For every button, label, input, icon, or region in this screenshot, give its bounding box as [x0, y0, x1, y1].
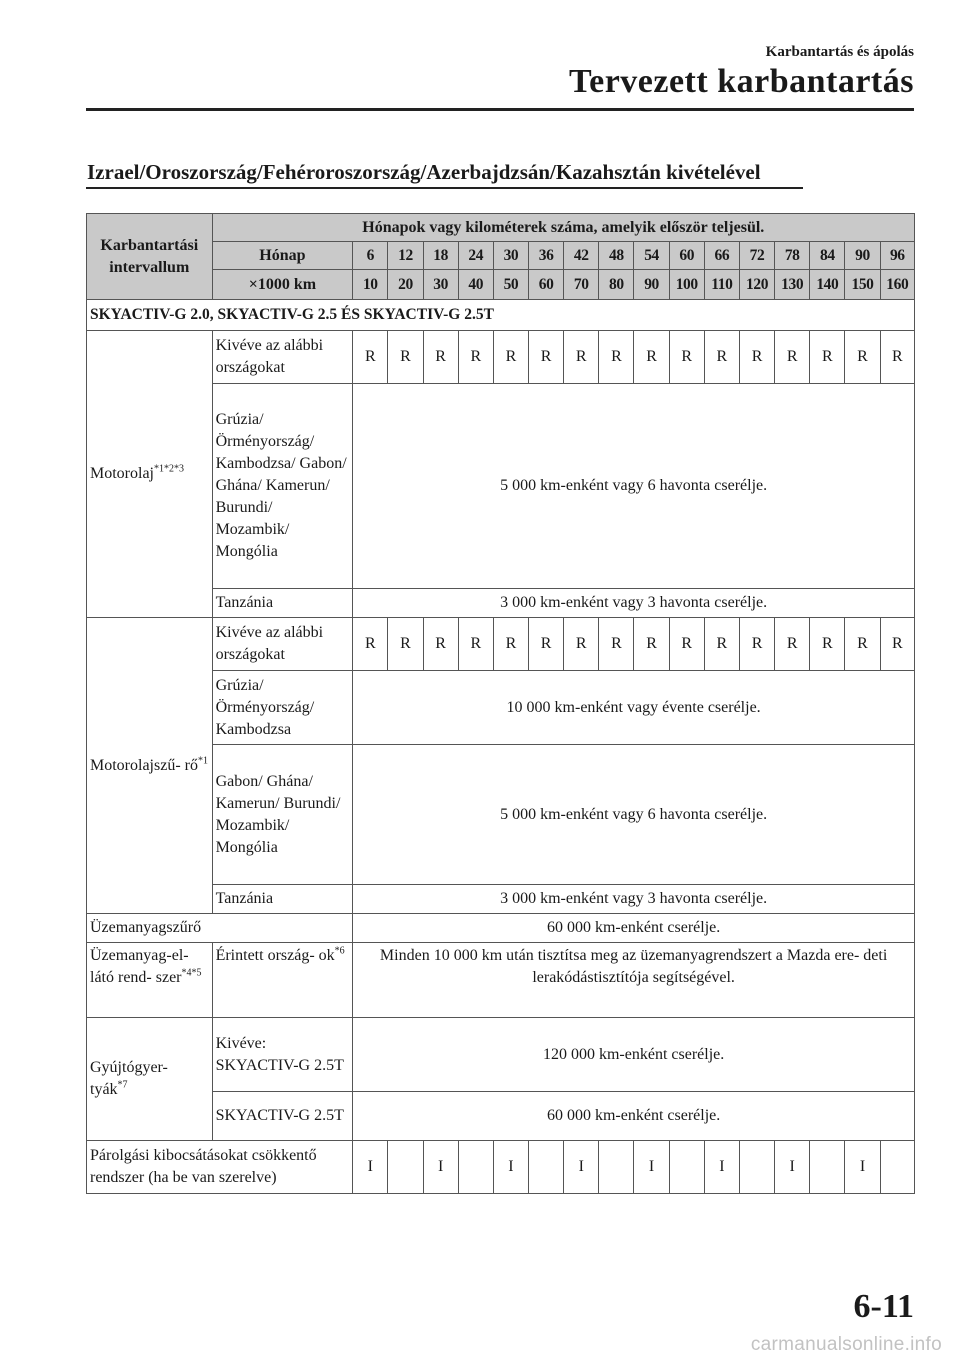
engine-row — [87, 300, 915, 331]
km-cell-2: 20 — [388, 270, 423, 300]
section-heading: Izrael/Oroszország/Fehéroroszország/Azerbajdzsán/Kazahsztán kivételével — [87, 160, 761, 184]
engine-row-label: SKYACTIV-G 2.0, SKYACTIV-G 2.5 ÉS SKYACTIV-G 2.5T — [87, 300, 915, 331]
oil-interval-cell-15: R — [845, 331, 880, 384]
evap-interval-cell-2 — [388, 1141, 423, 1194]
evap-interval-cell-14 — [810, 1141, 845, 1194]
spark-plugs-note: *7 — [117, 1079, 128, 1091]
fuel-system-row — [87, 943, 915, 1018]
month-cell-13: 78 — [775, 242, 810, 270]
oil-interval-cell-5: R — [493, 331, 528, 384]
oil-filter-interval-cell-9: R — [634, 618, 669, 671]
km-cell-16: 160 — [880, 270, 914, 300]
fuel-system-sub-cell — [212, 943, 353, 1018]
oil-filter-interval-cell-1: R — [353, 618, 388, 671]
month-cell-8: 48 — [599, 242, 634, 270]
oil-filter-interval-cell-15: R — [845, 618, 880, 671]
months-or-km-header: Hónapok vagy kilométerek száma, amelyik először teljesül. — [212, 214, 914, 242]
oil-interval-cell-9: R — [634, 331, 669, 384]
km-cell-15: 150 — [845, 270, 880, 300]
interval-header: Karbantartási intervallum — [87, 214, 213, 300]
evap-interval-cell-1: I — [353, 1141, 388, 1194]
month-cell-11: 66 — [704, 242, 739, 270]
chapter-title: Karbantartás és ápolás — [765, 44, 914, 60]
oil-filter-interval-cell-13: R — [775, 618, 810, 671]
oil-except-label: Kivéve az alábbi országokat — [212, 331, 353, 384]
spark-plugs-row-1 — [87, 1018, 915, 1092]
month-cell-14: 84 — [810, 242, 845, 270]
fuel-filter-text: 60 000 km-enként cserélje. — [353, 914, 915, 943]
maintenance-table — [86, 213, 915, 1194]
spark-plugs-label: Gyújtógyer- tyák — [90, 1059, 168, 1098]
oil-interval-cell-13: R — [775, 331, 810, 384]
fuel-system-sub-note: *6 — [334, 945, 345, 957]
oil-interval-cell-10: R — [669, 331, 704, 384]
month-cell-1: 6 — [353, 242, 388, 270]
km-cell-9: 90 — [634, 270, 669, 300]
page-number: 6-11 — [853, 1288, 914, 1325]
oil-filter-group1-label: Grúzia/ Örményország/ Kambodzsa — [212, 671, 353, 745]
spark-plugs-row2-label: SKYACTIV-G 2.5T — [212, 1092, 353, 1141]
oil-filter-interval-cell-11: R — [704, 618, 739, 671]
oil-filter-label-cell — [87, 618, 213, 914]
spark-plugs-row1-label: Kivéve: SKYACTIV-G 2.5T — [212, 1018, 353, 1092]
fuel-system-label: Üzemanyag-el- látó rend- szer — [90, 947, 189, 986]
oil-note: *1*2*3 — [154, 463, 184, 475]
evap-interval-cell-9: I — [634, 1141, 669, 1194]
oil-filter-interval-cell-8: R — [599, 618, 634, 671]
evap-interval-cell-13: I — [775, 1141, 810, 1194]
km-cell-14: 140 — [810, 270, 845, 300]
oil-filter-interval-cell-5: R — [493, 618, 528, 671]
evap-interval-cell-5: I — [493, 1141, 528, 1194]
oil-filter-group2-text: 5 000 km-enként vagy 6 havonta cserélje. — [353, 745, 915, 885]
header-rule — [86, 108, 914, 111]
month-cell-4: 24 — [458, 242, 493, 270]
oil-filter-interval-cell-7: R — [564, 618, 599, 671]
evap-interval-cell-4 — [458, 1141, 493, 1194]
oil-filter-tanzania-label: Tanzánia — [212, 885, 353, 914]
header-row-1 — [87, 214, 915, 242]
month-label: Hónap — [212, 242, 353, 270]
oil-interval-cell-1: R — [353, 331, 388, 384]
oil-interval-cell-8: R — [599, 331, 634, 384]
evap-interval-cell-11: I — [704, 1141, 739, 1194]
fuel-filter-row — [87, 914, 915, 943]
oil-filter-interval-cell-12: R — [739, 618, 774, 671]
km-cell-12: 120 — [739, 270, 774, 300]
month-cell-5: 30 — [493, 242, 528, 270]
page-title: Tervezett karbantartás — [569, 63, 914, 100]
km-cell-3: 30 — [423, 270, 458, 300]
oil-interval-cell-11: R — [704, 331, 739, 384]
oil-interval-cell-2: R — [388, 331, 423, 384]
month-cell-16: 96 — [880, 242, 914, 270]
month-cell-3: 18 — [423, 242, 458, 270]
evap-interval-cell-16 — [880, 1141, 914, 1194]
oil-interval-cell-4: R — [458, 331, 493, 384]
evap-interval-cell-15: I — [845, 1141, 880, 1194]
fuel-system-label-cell — [87, 943, 213, 1018]
oil-filter-interval-cell-6: R — [529, 618, 564, 671]
oil-label: Motorolaj — [90, 465, 154, 482]
evap-interval-cell-6 — [529, 1141, 564, 1194]
fuel-system-sub-label: Érintett ország- ok — [215, 947, 335, 964]
month-cell-6: 36 — [529, 242, 564, 270]
oil-filter-tanzania-text: 3 000 km-enként vagy 3 havonta cserélje. — [353, 885, 915, 914]
fuel-system-note: *4*5 — [181, 967, 202, 979]
km-cell-11: 110 — [704, 270, 739, 300]
oil-label-cell — [87, 331, 213, 618]
oil-filter-label: Motorolajszű- rő — [90, 756, 198, 774]
oil-filter-interval-cell-10: R — [669, 618, 704, 671]
oil-filter-group1-text: 10 000 km-enként vagy évente cserélje. — [353, 671, 915, 745]
oil-group-text: 5 000 km-enként vagy 6 havonta cserélje. — [353, 384, 915, 589]
oil-filter-except-row — [87, 618, 915, 671]
oil-interval-cell-16: R — [880, 331, 914, 384]
oil-filter-note: *1 — [197, 755, 208, 767]
month-cell-15: 90 — [845, 242, 880, 270]
oil-filter-interval-cell-16: R — [880, 618, 914, 671]
oil-interval-cell-7: R — [564, 331, 599, 384]
km-cell-4: 40 — [458, 270, 493, 300]
month-cell-12: 72 — [739, 242, 774, 270]
evap-label: Párolgási kibocsátásokat csökkentő rendszer (ha be van szerelve) — [87, 1141, 353, 1194]
oil-interval-cell-6: R — [529, 331, 564, 384]
evap-interval-cell-8 — [599, 1141, 634, 1194]
evap-interval-cell-12 — [739, 1141, 774, 1194]
km-cell-10: 100 — [669, 270, 704, 300]
section-underline — [86, 187, 803, 189]
km-cell-7: 70 — [564, 270, 599, 300]
spark-plugs-row2-text: 60 000 km-enként cserélje. — [353, 1092, 915, 1141]
km-cell-5: 50 — [493, 270, 528, 300]
watermark: carmanualsonline.info — [750, 1334, 942, 1355]
spark-plugs-row1-text: 120 000 km-enként cserélje. — [353, 1018, 915, 1092]
km-cell-8: 80 — [599, 270, 634, 300]
oil-tanzania-label: Tanzánia — [212, 589, 353, 618]
oil-filter-except-label: Kivéve az alábbi országokat — [212, 618, 353, 671]
month-cell-7: 42 — [564, 242, 599, 270]
spark-plugs-label-cell — [87, 1018, 213, 1141]
oil-filter-interval-cell-14: R — [810, 618, 845, 671]
month-cell-9: 54 — [634, 242, 669, 270]
oil-interval-cell-3: R — [423, 331, 458, 384]
month-cell-10: 60 — [669, 242, 704, 270]
km-cell-1: 10 — [353, 270, 388, 300]
evap-interval-cell-3: I — [423, 1141, 458, 1194]
oil-tanzania-text: 3 000 km-enként vagy 3 havonta cserélje. — [353, 589, 915, 618]
oil-filter-group2-label: Gabon/ Ghána/ Kamerun/ Burundi/ Mozambik/ Mongólia — [212, 745, 353, 885]
evap-row — [87, 1141, 915, 1194]
evap-interval-cell-10 — [669, 1141, 704, 1194]
km-cell-6: 60 — [529, 270, 564, 300]
oil-interval-cell-14: R — [810, 331, 845, 384]
km-label: ×1000 km — [212, 270, 353, 300]
oil-interval-cell-12: R — [739, 331, 774, 384]
fuel-filter-label: Üzemanyagszűrő — [87, 914, 353, 943]
month-cell-2: 12 — [388, 242, 423, 270]
fuel-system-text: Minden 10 000 km után tisztítsa meg az üzemanyagrendszert a Mazda ere- deti lerakódástisztítója segítségével. — [353, 943, 915, 1018]
oil-filter-interval-cell-4: R — [458, 618, 493, 671]
oil-except-row — [87, 331, 915, 384]
evap-interval-cell-7: I — [564, 1141, 599, 1194]
oil-filter-interval-cell-2: R — [388, 618, 423, 671]
km-cell-13: 130 — [775, 270, 810, 300]
oil-filter-interval-cell-3: R — [423, 618, 458, 671]
oil-group-label: Grúzia/ Örményország/ Kambodzsa/ Gabon/ Ghána/ Kamerun/ Burundi/ Mozambik/ Mongólia — [212, 384, 353, 589]
